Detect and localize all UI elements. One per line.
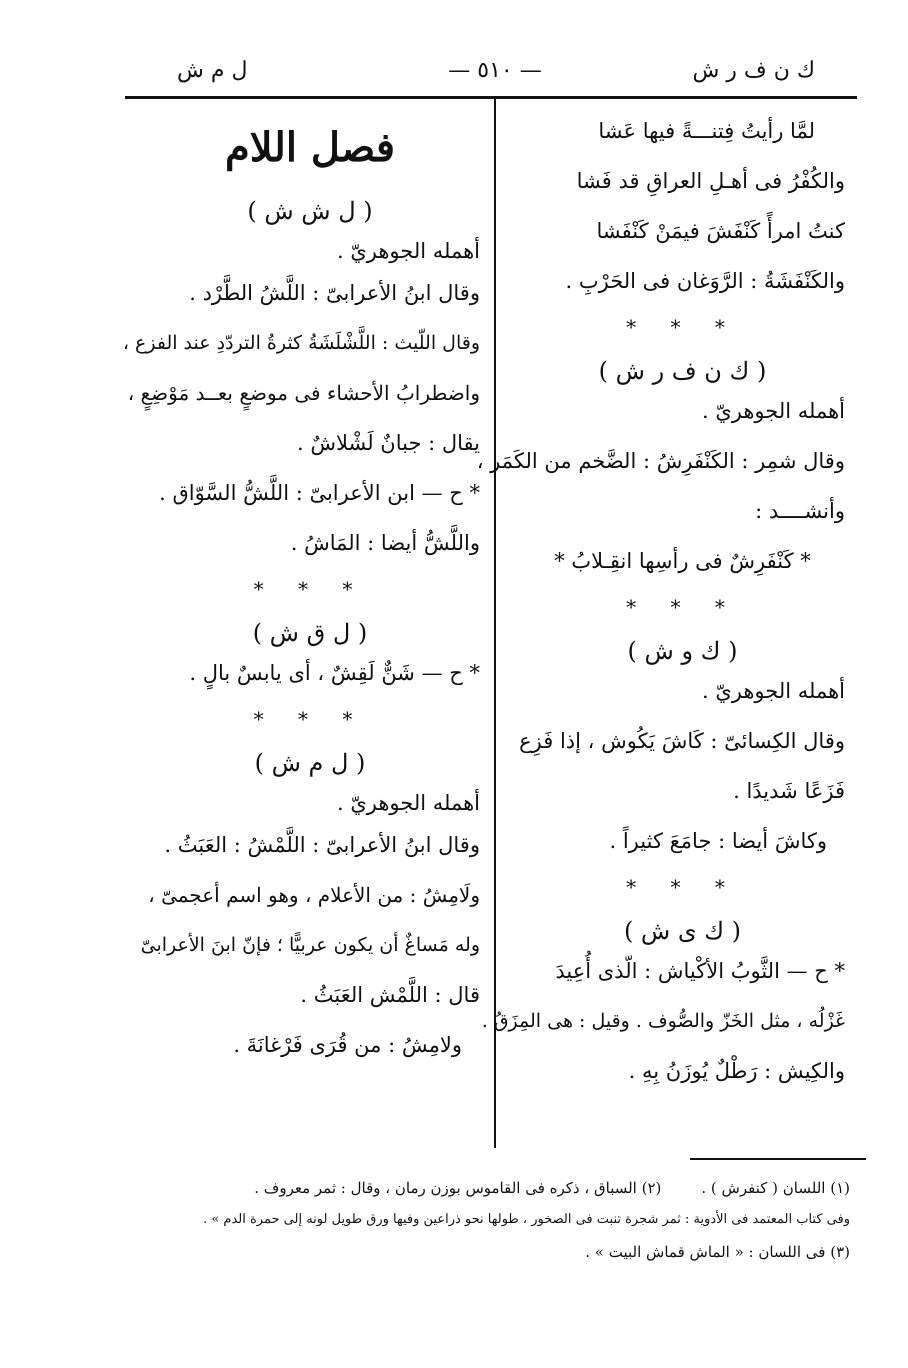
entry-line: * ح — شَنٌّ لَقِشٌ ، أى يابسٌ بالٍ . [189,661,480,685]
entry-line: * ح — الثَّوبُ الأكْياش : الّذى أُعِيدَ [555,959,845,983]
entry-line: أهمله الجوهريّ . [701,399,845,423]
footnote-3: (٣) فى اللسان : « الماش قماش البيت » . [585,1243,850,1261]
footnote-2-continued: وفى كتاب المعتمد فى الأدوية : ثمر شجرة تنبت فى الصخور ، طولها نحو ذراعين وفيها ورق طويل لونه إلى حمرة الدم » . [203,1212,850,1227]
footnote-rule [690,1158,866,1160]
entry-line: وقال الكِسائىّ : كَاشَ يَكُوش ، إذا فَزِع [519,729,845,753]
entry-line: ولَامِشُ : من الأعلام ، وهو اسم أعجمىّ ، [148,883,480,907]
header-left-root: ل م ش [177,58,248,83]
header-rule [125,96,857,99]
entry-line: وقال اللّيث : اللَّشْلَشَةُ كثرةُ التردّدِ عند الفزع ، [122,332,480,354]
verse-line: والكُفْرُ فى أهـلِ العراقِ قد فَشا [576,169,845,193]
footnote-row [150,1176,850,1208]
right-column [476,118,845,1108]
entry-line: والكِيش : رَطْلٌ يُوزَنُ بِهِ . [628,1059,845,1083]
entry-line: وكاشَ أيضا : جامَعَ كثيراً . [609,829,827,853]
section-title: ( ك ى ش ) [623,917,742,945]
footnote-2: (٢) السباق ، ذكره فى القاموس بوزن رمان ، وقال : ثمر معروف . [254,1179,662,1197]
entry-line: فَزَعًا شَديدًا . [733,779,845,803]
entry-line: وأنشــــد : [755,499,845,523]
entry-line: يقال : جبانٌ لَشْلاشٌ . [296,431,480,455]
page-header [125,52,855,92]
entry-line: والكَنْفَشَةُ : الرَّوَغان فى الحَرْبِ . [565,269,845,293]
entry-line: أهمله الجوهريّ . [336,791,480,815]
entry-line: * ح — ابن الأعرابىّ : اللَّشُّ السَّوّاق . [159,481,480,505]
entry-line: أهمله الجوهريّ . [701,679,845,703]
section-title: ( ل ق ش ) [252,619,368,647]
verse-line: كنتُ امرأً كَنْفَشَ فيمَنْ كَنْفَشا [596,219,845,243]
chapter-title: فصل اللام [225,124,395,171]
entry-line: وقال ابنُ الأعرابىّ : اللَّشُ الطَّرْد . [189,281,480,305]
entry-line: وقال ابنُ الأعرابىّ : اللَّمْشُ : العَبَثُ . [164,833,480,857]
page-number: — ٥١٠ — [448,58,542,83]
entry-line: واضطرابُ الأحشاء فى موضعٍ بعــد مَوْضِعٍ ، [127,381,480,405]
section-separator: * * * [253,707,367,731]
verse-line: لمَّا رأيتُ فِتنـــةً فيها عَشا [598,119,815,143]
entry-line: غَزْلُه ، مثل الخَزّ والصُّوف . وقيل : هى المِزَقُ . [481,1010,845,1032]
section-separator: * * * [253,577,367,601]
left-column [122,118,480,1082]
entry-line: وله مَساغٌ أن يكون عربيًّا ؛ فإنّ ابنَ الأعرابىّ [140,934,480,956]
section-title: ( ل م ش ) [254,749,366,777]
footnotes [150,1176,850,1272]
section-title: ( ل ش ش ) [247,197,373,225]
entry-line: * كَنْفَرِشٌ فى رأسِها انقِـلابُ * [554,549,811,573]
entry-line: ولامِشُ : من قُرَى فَرْغانَةَ . [233,1033,462,1057]
header-right-root: ك ن ف ر ش [692,58,815,83]
entry-line: قال : اللَّمْش العَبَثُ . [300,983,480,1007]
footnote-1: (١) اللسان ( كنفرش ) . [701,1179,850,1197]
entry-line: وقال شمِر : الكَنْفَرِشُ : الضَّخم من الكَمَر ، [476,449,845,473]
section-title: ( ك و ش ) [627,637,738,665]
section-separator: * * * [626,595,739,619]
section-title: ( ك ن ف ر ش ) [598,357,767,385]
section-separator: * * * [626,315,739,339]
entry-line: أهمله الجوهريّ . [336,239,480,263]
entry-line: واللَّشُّ أيضا : المَاشُ . [290,531,480,555]
column-divider [494,96,496,1148]
section-separator: * * * [626,875,739,899]
